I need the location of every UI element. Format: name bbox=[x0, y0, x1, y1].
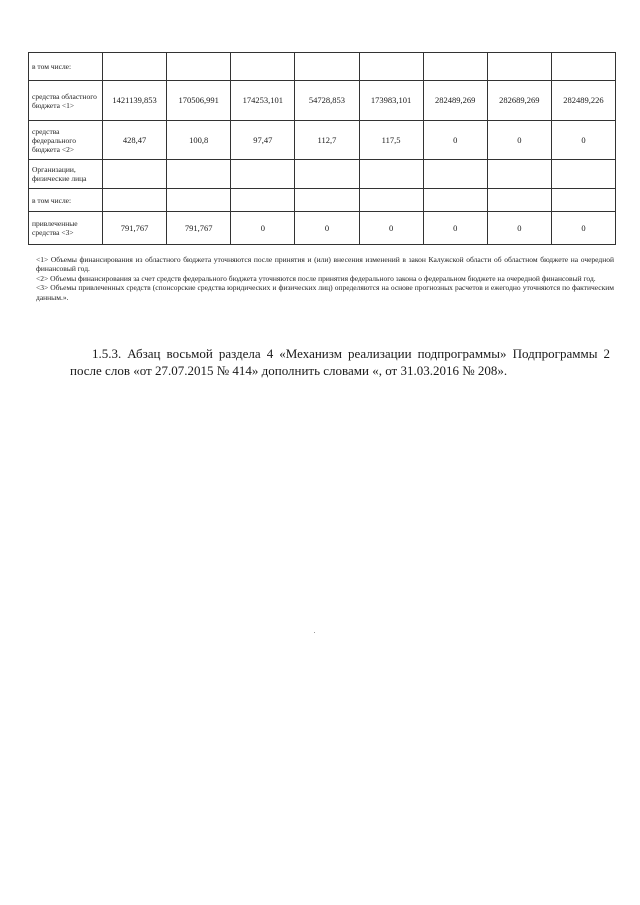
table-cell bbox=[295, 53, 359, 81]
row-label: в том числе: bbox=[29, 53, 103, 81]
table-cell: 282489,269 bbox=[423, 81, 487, 121]
table-cell: 174253,101 bbox=[231, 81, 295, 121]
table-cell: 791,767 bbox=[167, 212, 231, 245]
table-cell bbox=[551, 189, 615, 212]
table-cell bbox=[487, 53, 551, 81]
table-cell: 0 bbox=[551, 121, 615, 160]
table-cell: 170506,991 bbox=[167, 81, 231, 121]
table-cell: 0 bbox=[487, 121, 551, 160]
table-cell bbox=[487, 160, 551, 189]
table-cell bbox=[103, 160, 167, 189]
row-label: в том числе: bbox=[29, 189, 103, 212]
footnote: <1> Объемы финансирования из областного бюджета уточняются после принятия и (или) внесения изменений в закон Калужской области об областном бюджете на очередной финансовый год. bbox=[36, 255, 614, 274]
table-cell: 100,8 bbox=[167, 121, 231, 160]
footnote: <2> Объемы финансирования за счет средств федерального бюджета уточняются после принятия федерального закона о федеральном бюджете на очередной финансовый год. bbox=[36, 273, 596, 283]
table-cell bbox=[167, 160, 231, 189]
table-cell bbox=[423, 160, 487, 189]
table-cell: 428,47 bbox=[103, 121, 167, 160]
table-cell bbox=[423, 189, 487, 212]
table-cell: 0 bbox=[359, 212, 423, 245]
table-cell: 0 bbox=[423, 121, 487, 160]
table-cell: 112,7 bbox=[295, 121, 359, 160]
table-cell: 1421139,853 bbox=[103, 81, 167, 121]
table-cell bbox=[103, 53, 167, 81]
table-cell: 0 bbox=[295, 212, 359, 245]
table-cell bbox=[103, 189, 167, 212]
table-cell: 97,47 bbox=[231, 121, 295, 160]
footnotes bbox=[36, 255, 614, 302]
table-cell: 0 bbox=[231, 212, 295, 245]
table-cell: 791,767 bbox=[103, 212, 167, 245]
table-cell bbox=[295, 160, 359, 189]
table-cell: 282489,226 bbox=[551, 81, 615, 121]
table-cell: 0 bbox=[551, 212, 615, 245]
table-cell bbox=[231, 160, 295, 189]
amendment-paragraph: 1.5.3. Абзац восьмой раздела 4 «Механизм реализации подпрограммы» Подпрограммы 2 после слов «от 27.07.2015 № 414» дополнить словами «, от 31.03.2016 № 208». bbox=[70, 346, 610, 378]
table-row bbox=[29, 121, 616, 160]
table-cell bbox=[295, 189, 359, 212]
row-label: средства федерального бюджета <2> bbox=[29, 121, 103, 160]
table-cell: 173983,101 bbox=[359, 81, 423, 121]
table-row bbox=[29, 160, 616, 189]
table-cell bbox=[167, 53, 231, 81]
row-label: средства областного бюджета <1> bbox=[29, 81, 103, 121]
table-cell bbox=[359, 189, 423, 212]
scan-speck bbox=[314, 632, 315, 633]
financing-table bbox=[28, 52, 616, 245]
table-cell bbox=[551, 53, 615, 81]
table-cell: 0 bbox=[487, 212, 551, 245]
footnote: <3> Объемы привлеченных средств (спонсорские средства юридических и физических лиц) определяются на основе прогнозных расчетов и ежегодно уточняются по фактическим данным.». bbox=[36, 283, 614, 302]
table-row bbox=[29, 81, 616, 121]
table-cell bbox=[359, 53, 423, 81]
table-cell: 0 bbox=[423, 212, 487, 245]
table-row bbox=[29, 189, 616, 212]
table-cell bbox=[231, 53, 295, 81]
table-row bbox=[29, 53, 616, 81]
table-cell: 117,5 bbox=[359, 121, 423, 160]
table-row bbox=[29, 212, 616, 245]
table-cell: 54728,853 bbox=[295, 81, 359, 121]
table-cell bbox=[551, 160, 615, 189]
table-cell bbox=[423, 53, 487, 81]
table-cell: 282689,269 bbox=[487, 81, 551, 121]
table-cell bbox=[167, 189, 231, 212]
row-label: Организации, физические лица bbox=[29, 160, 103, 189]
row-label: привлеченные средства <3> bbox=[29, 212, 103, 245]
table-cell bbox=[359, 160, 423, 189]
table-cell bbox=[487, 189, 551, 212]
table-cell bbox=[231, 189, 295, 212]
